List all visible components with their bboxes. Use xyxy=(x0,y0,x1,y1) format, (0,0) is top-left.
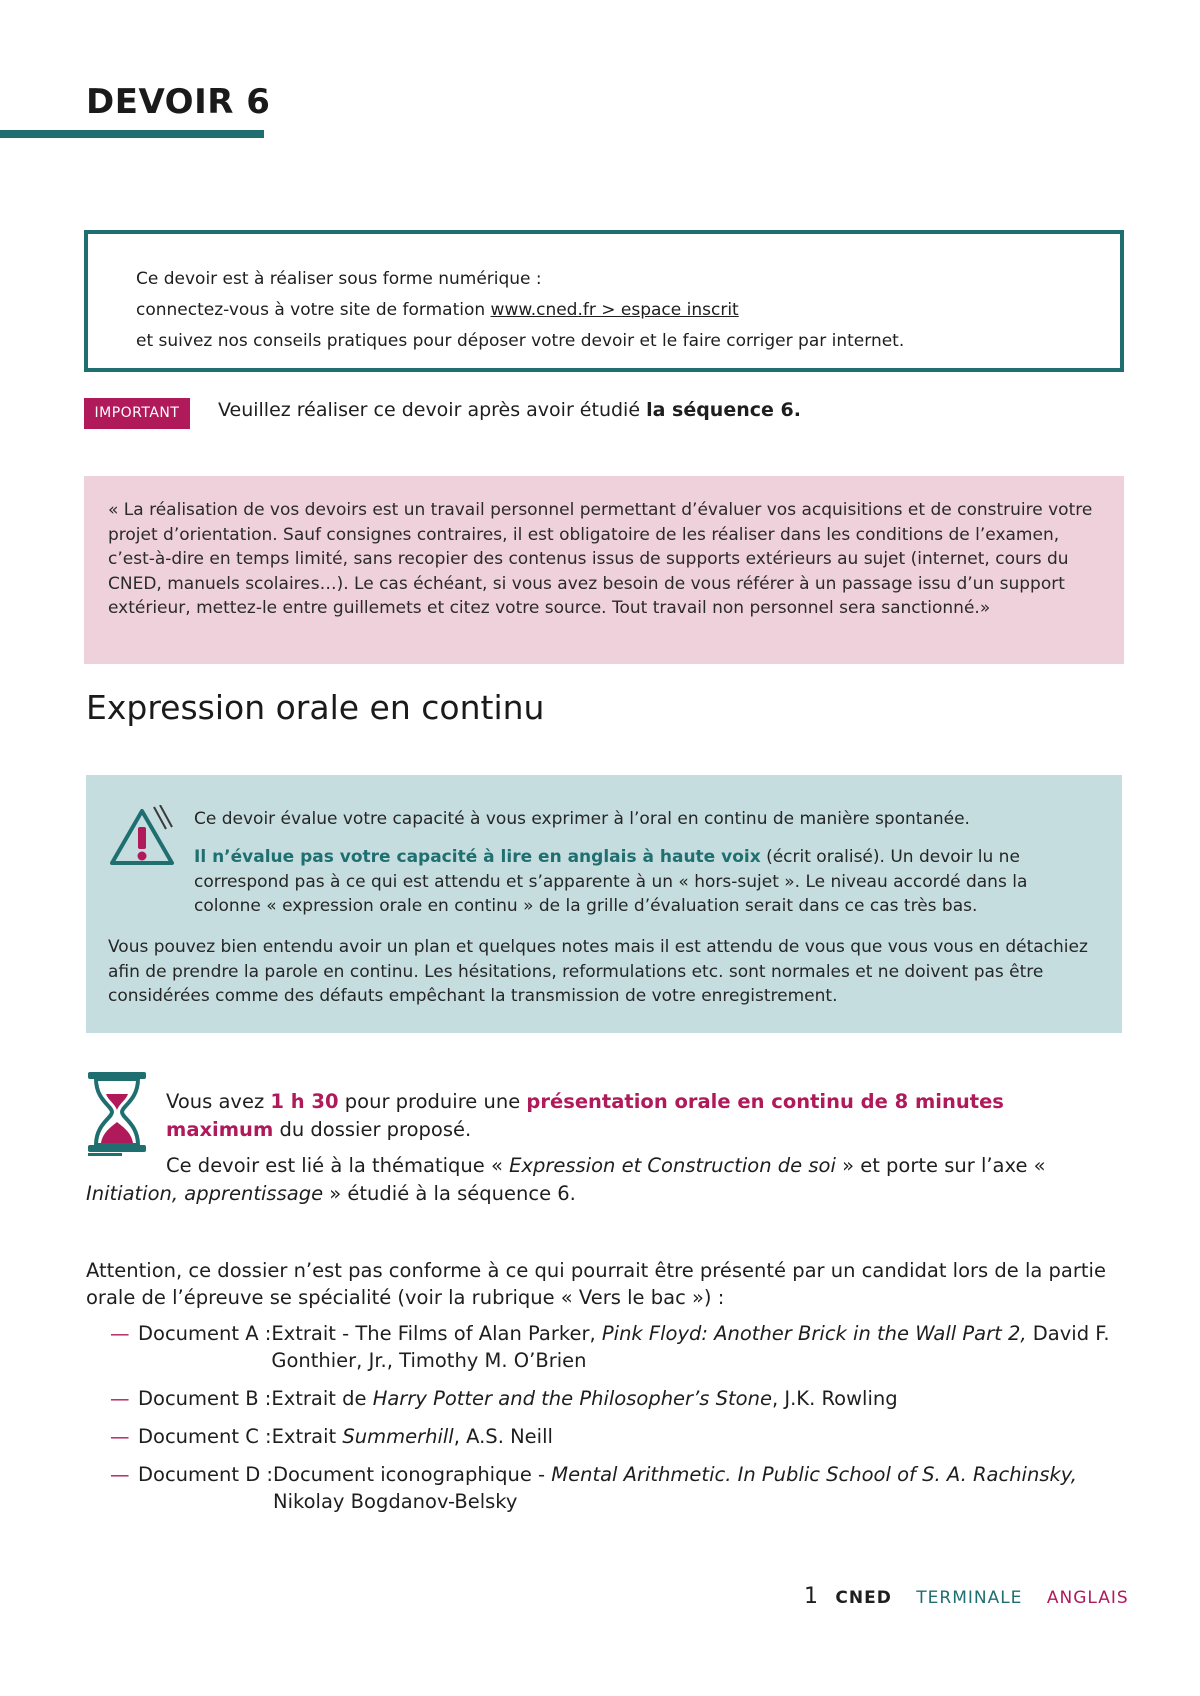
document-label: Document B : xyxy=(138,1387,272,1410)
document-label: Document A : xyxy=(138,1322,272,1345)
document-label: Document D : xyxy=(138,1463,274,1486)
document-title: Summerhill xyxy=(342,1425,454,1448)
document-label: Document C : xyxy=(138,1425,272,1448)
theme-middle: » et porte sur l’axe « xyxy=(835,1154,1046,1177)
list-dash: — xyxy=(110,1425,130,1448)
axis-name: Initiation, apprentissage xyxy=(86,1182,324,1205)
oral-expression-notice xyxy=(86,775,1122,1033)
document-author: David F. Gonthier, Jr., Timothy M. O’Brien xyxy=(271,1322,1110,1372)
notice-line-2 xyxy=(136,295,1076,326)
subject-label: ANGLAIS xyxy=(1046,1588,1129,1608)
document-title: Mental Arithmetic. In Public School of S. A. Rachinsky, xyxy=(551,1463,1078,1486)
duration-prefix: Vous avez xyxy=(166,1090,271,1113)
document-title: Pink Floyd: Another Brick in the Wall Part 2, xyxy=(601,1322,1027,1345)
theme-prefix: Ce devoir est lié à la thématique « xyxy=(166,1154,510,1177)
theme-suffix: » étudié à la séquence 6. xyxy=(323,1182,576,1205)
oral-notice-p1: Ce devoir évalue votre capacité à vous exprimer à l’oral en continu de manière spontanée. xyxy=(194,809,970,829)
document-author: , A.S. Neill xyxy=(453,1425,553,1448)
section-heading: Expression orale en continu xyxy=(86,688,545,727)
page-footer xyxy=(804,1584,1129,1609)
document-description xyxy=(271,1320,1120,1374)
list-item xyxy=(110,1461,1120,1515)
policy-text: « La réalisation de vos devoirs est un travail personnel permettant d’évaluer vos acquisitions et de construire votre projet d’orientation. Sauf consignes contraires, il est obligatoire de les réaliser dans les conditions de l’examen, c’est-à-dire en temps limité, sans recopier des contenus issus de supports extérieurs au sujet (internet, cours du CNED, manuels scolaires…). Le cas échéant, si vous avez besoin de vous référer à un passage issu d’un support extérieur, mettez-le entre guillemets et citez votre source. Tout travail non personnel sera sanctionné.» xyxy=(108,500,1093,618)
document-description xyxy=(271,1385,1120,1412)
list-dash: — xyxy=(110,1463,130,1486)
oral-notice-warning: Il n’évalue pas votre capacité à lire en anglais à haute voix xyxy=(194,847,761,867)
notice-line-2-prefix: connectez-vous à votre site de formation xyxy=(136,300,491,320)
warning-icon xyxy=(108,805,178,871)
duration-instructions xyxy=(166,1088,1116,1144)
document-author: Nikolay Bogdanov-Belsky xyxy=(273,1490,518,1513)
oral-notice-p3: Vous pouvez bien entendu avoir un plan et quelques notes mais il est attendu de vous que vous vous en détachiez afin de prendre la parole en continu. Les hésitations, reformulations etc. sont normales et ne doivent pas être considérées comme des défauts empêchant la transmission de votre enregistrement. xyxy=(108,937,1088,1006)
hourglass-icon xyxy=(86,1070,148,1158)
document-prefix: Document iconographique - xyxy=(273,1463,552,1486)
oral-notice-p2-rest: (écrit oralisé). Un devoir lu ne correspond pas à ce qui est attendu et s’apparente à un « hors-sujet ». Le niveau accordé dans la colonne « expression orale en continu » de la grille d’évaluation serait dans ce cas très bas. xyxy=(194,847,1028,916)
list-item xyxy=(110,1423,1120,1450)
theme-name: Expression et Construction de soi xyxy=(509,1154,836,1177)
digital-submission-notice xyxy=(84,230,1124,372)
publisher-label: CNED xyxy=(835,1588,892,1608)
title-underline xyxy=(0,130,264,138)
theme-statement xyxy=(86,1152,1126,1208)
list-item xyxy=(110,1385,1120,1412)
document-description xyxy=(273,1461,1120,1515)
notice-line-3: et suivez nos conseils pratiques pour déposer votre devoir et le faire corriger par internet. xyxy=(136,331,905,351)
important-badge: IMPORTANT xyxy=(84,398,190,429)
personal-work-policy xyxy=(84,476,1124,664)
document-prefix: Extrait - The Films of Alan Parker, xyxy=(271,1322,602,1345)
level-label: TERMINALE xyxy=(916,1588,1023,1608)
important-text xyxy=(218,399,801,421)
list-item xyxy=(110,1320,1120,1374)
cned-site-link[interactable]: www.cned.fr > espace inscrit xyxy=(490,300,739,320)
duration-suffix: du dossier proposé. xyxy=(273,1118,472,1141)
important-sequence: la séquence 6. xyxy=(646,399,801,421)
page-title: DEVOIR 6 xyxy=(86,82,271,122)
page-number: 1 xyxy=(804,1584,819,1609)
attention-note: Attention, ce dossier n’est pas conforme à ce qui pourrait être présenté par un candidat lors de la partie orale de l’épreuve se spécialité (voir la rubrique « Vers le bac ») : xyxy=(86,1259,1106,1309)
document-prefix: Extrait de xyxy=(271,1387,373,1410)
document-list xyxy=(110,1320,1120,1526)
task-description: présentation orale en continu de 8 minutes maximum xyxy=(166,1090,1004,1141)
duration-middle: pour produire une xyxy=(338,1090,527,1113)
notice-line-1: Ce devoir est à réaliser sous forme numérique : xyxy=(136,269,542,289)
list-dash: — xyxy=(110,1322,130,1345)
document-description xyxy=(272,1423,1120,1450)
important-text-prefix: Veuillez réaliser ce devoir après avoir étudié xyxy=(218,399,647,421)
duration-value: 1 h 30 xyxy=(270,1090,339,1113)
document-title: Harry Potter and the Philosopher’s Stone xyxy=(372,1387,772,1410)
document-author: , J.K. Rowling xyxy=(771,1387,898,1410)
list-dash: — xyxy=(110,1387,130,1410)
document-prefix: Extrait xyxy=(271,1425,343,1448)
oral-notice-p2 xyxy=(194,845,1094,919)
